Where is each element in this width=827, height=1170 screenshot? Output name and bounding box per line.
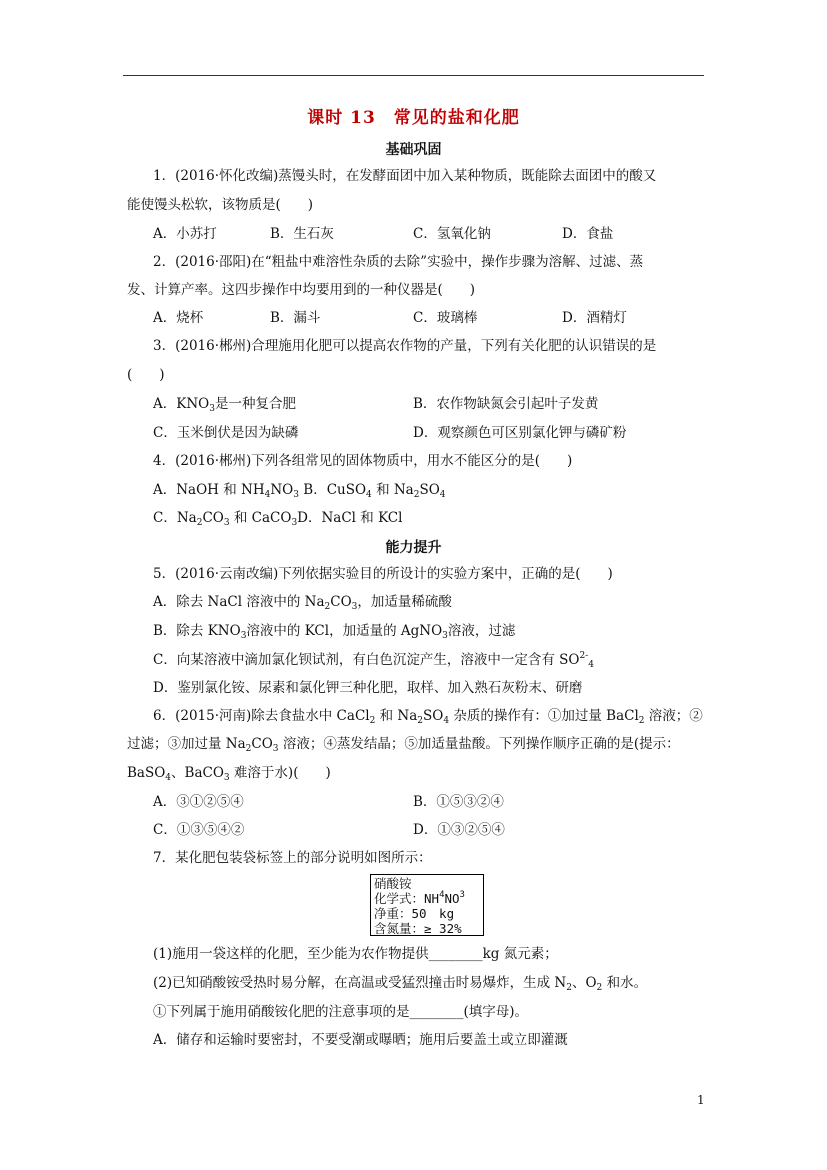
q4-line1: 4．(2016·郴州)下列各组常见的固体物质中，用水不能区分的是( )	[153, 453, 573, 469]
section-basic: 基础巩固	[385, 142, 442, 158]
q6-option-c: C．①③⑤④②	[153, 822, 245, 838]
q5-option-a: A．除去 NaCl 溶液中的 $Na_2CO_3$，加适量稀硫酸	[153, 594, 452, 612]
q6-option-b: B．①⑤③②④	[413, 794, 504, 810]
q7-line1: 7．某化肥包装袋标签上的部分说明如图所示：	[153, 850, 432, 866]
q6-line1: 6．(2015·河南)除去食盐水中 CaCl$_2$ 和 $Na_2SO_4$ 杂质的操作有：①加过量 BaCl$_2$ 溶液；②	[153, 708, 703, 726]
q2-line1: 2．(2016·邵阳)在“粗盐中难溶性杂质的去除”实验中，操作步骤为溶解、过滤、蒸	[153, 254, 644, 270]
q1-option-c: C．氢氧化钠	[413, 226, 491, 242]
q2-option-b: B．漏斗	[270, 310, 321, 326]
label-formula: 化学式：$NH^4NO^3$	[374, 890, 465, 906]
q3-option-c: C．玉米倒伏是因为缺磷	[153, 425, 299, 441]
lesson-title: 课时 13 常见的盐和化肥	[307, 108, 520, 128]
q7-sub2a: ①下列属于施用硝酸铵化肥的注意事项的是________(填字母)。	[153, 1004, 529, 1020]
q7-sub2: (2)已知硝酸铵受热时易分解，在高温或受猛烈撞击时易爆炸，生成 $N_2$、$O_2$ 和水。	[153, 975, 648, 993]
label-name: 硝酸铵	[374, 876, 412, 891]
q2-line2: 发、计算产率。这四步操作中均要用到的一种仪器是( )	[127, 282, 476, 298]
q5-line1: 5．(2016·云南改编)下列依据实验目的所设计的实验方案中，正确的是( )	[153, 566, 613, 582]
q7-sub1: (1)施用一袋这样的化肥，至少能为农作物提供________kg 氮元素；	[153, 946, 558, 962]
q3-option-a: A．$KNO_3$是一种复合肥	[153, 396, 296, 414]
q1-option-a: A．小苏打	[153, 226, 217, 242]
q1-line1: 1．(2016·怀化改编)蒸馒头时，在发酵面团中加入某种物质，既能除去面团中的酸又	[153, 168, 657, 184]
q1-option-d: D．食盐	[562, 226, 614, 242]
q6-line3: BaSO$_4$、BaCO$_3$ 难溶于水)( )	[127, 765, 331, 783]
label-weight: 净重：50 kg	[374, 906, 455, 921]
label-nitrogen: 含氮量：≥ 32%	[374, 921, 462, 936]
section-advanced: 能力提升	[385, 540, 442, 556]
q5-option-c: C．向某溶液中滴加氯化钡试剂，有白色沉淀产生，溶液中一定含有 $SO^{2-}_4$	[153, 651, 594, 670]
q6-line2: 过滤；③加过量 $Na_2CO_3$ 溶液；④蒸发结晶；⑤加适量盐酸。下列操作顺序正确的是(提示：	[127, 736, 680, 754]
q7-option-a: A．储存和运输时要密封，不要受潮或曝晒；施用后要盖土或立即灌溉	[153, 1032, 568, 1048]
q5-option-d: D．鉴别氯化铵、尿素和氯化钾三种化肥，取样、加入熟石灰粉末、研磨	[153, 680, 583, 696]
q2-option-c: C．玻璃棒	[413, 310, 478, 326]
q1-line2: 能使馒头松软，该物质是( )	[127, 197, 314, 213]
q5-option-b: B．除去 $KNO_3$溶液中的 KCl，加适量的 AgNO$_3$溶液，过滤	[153, 623, 516, 641]
q6-option-a: A．③①②⑤④	[153, 794, 244, 810]
q4-options-ab: A．NaOH 和 $NH_4NO_3$ B．CuSO$_4$ 和 $Na_2SO_4$	[153, 482, 446, 500]
q6-option-d: D．①③②⑤④	[413, 822, 505, 838]
q3-option-d: D．观察颜色可区别氯化钾与磷矿粉	[413, 425, 627, 441]
q1-option-b: B．生石灰	[270, 226, 334, 242]
q2-option-a: A．烧杯	[153, 310, 204, 326]
header-rule	[123, 75, 704, 76]
q3-option-b: B．农作物缺氮会引起叶子发黄	[413, 396, 599, 412]
q3-line1: 3．(2016·郴州)合理施用化肥可以提高农作物的产量，下列有关化肥的认识错误的是	[153, 338, 657, 354]
q4-options-cd: C．$Na_2CO_3$ 和 CaCO$_3$D．NaCl 和 KCl	[153, 510, 403, 528]
page-number: 1	[697, 1093, 705, 1107]
q2-option-d: D．酒精灯	[562, 310, 627, 326]
fertilizer-label	[370, 874, 484, 936]
q3-line2: ( )	[127, 367, 165, 383]
